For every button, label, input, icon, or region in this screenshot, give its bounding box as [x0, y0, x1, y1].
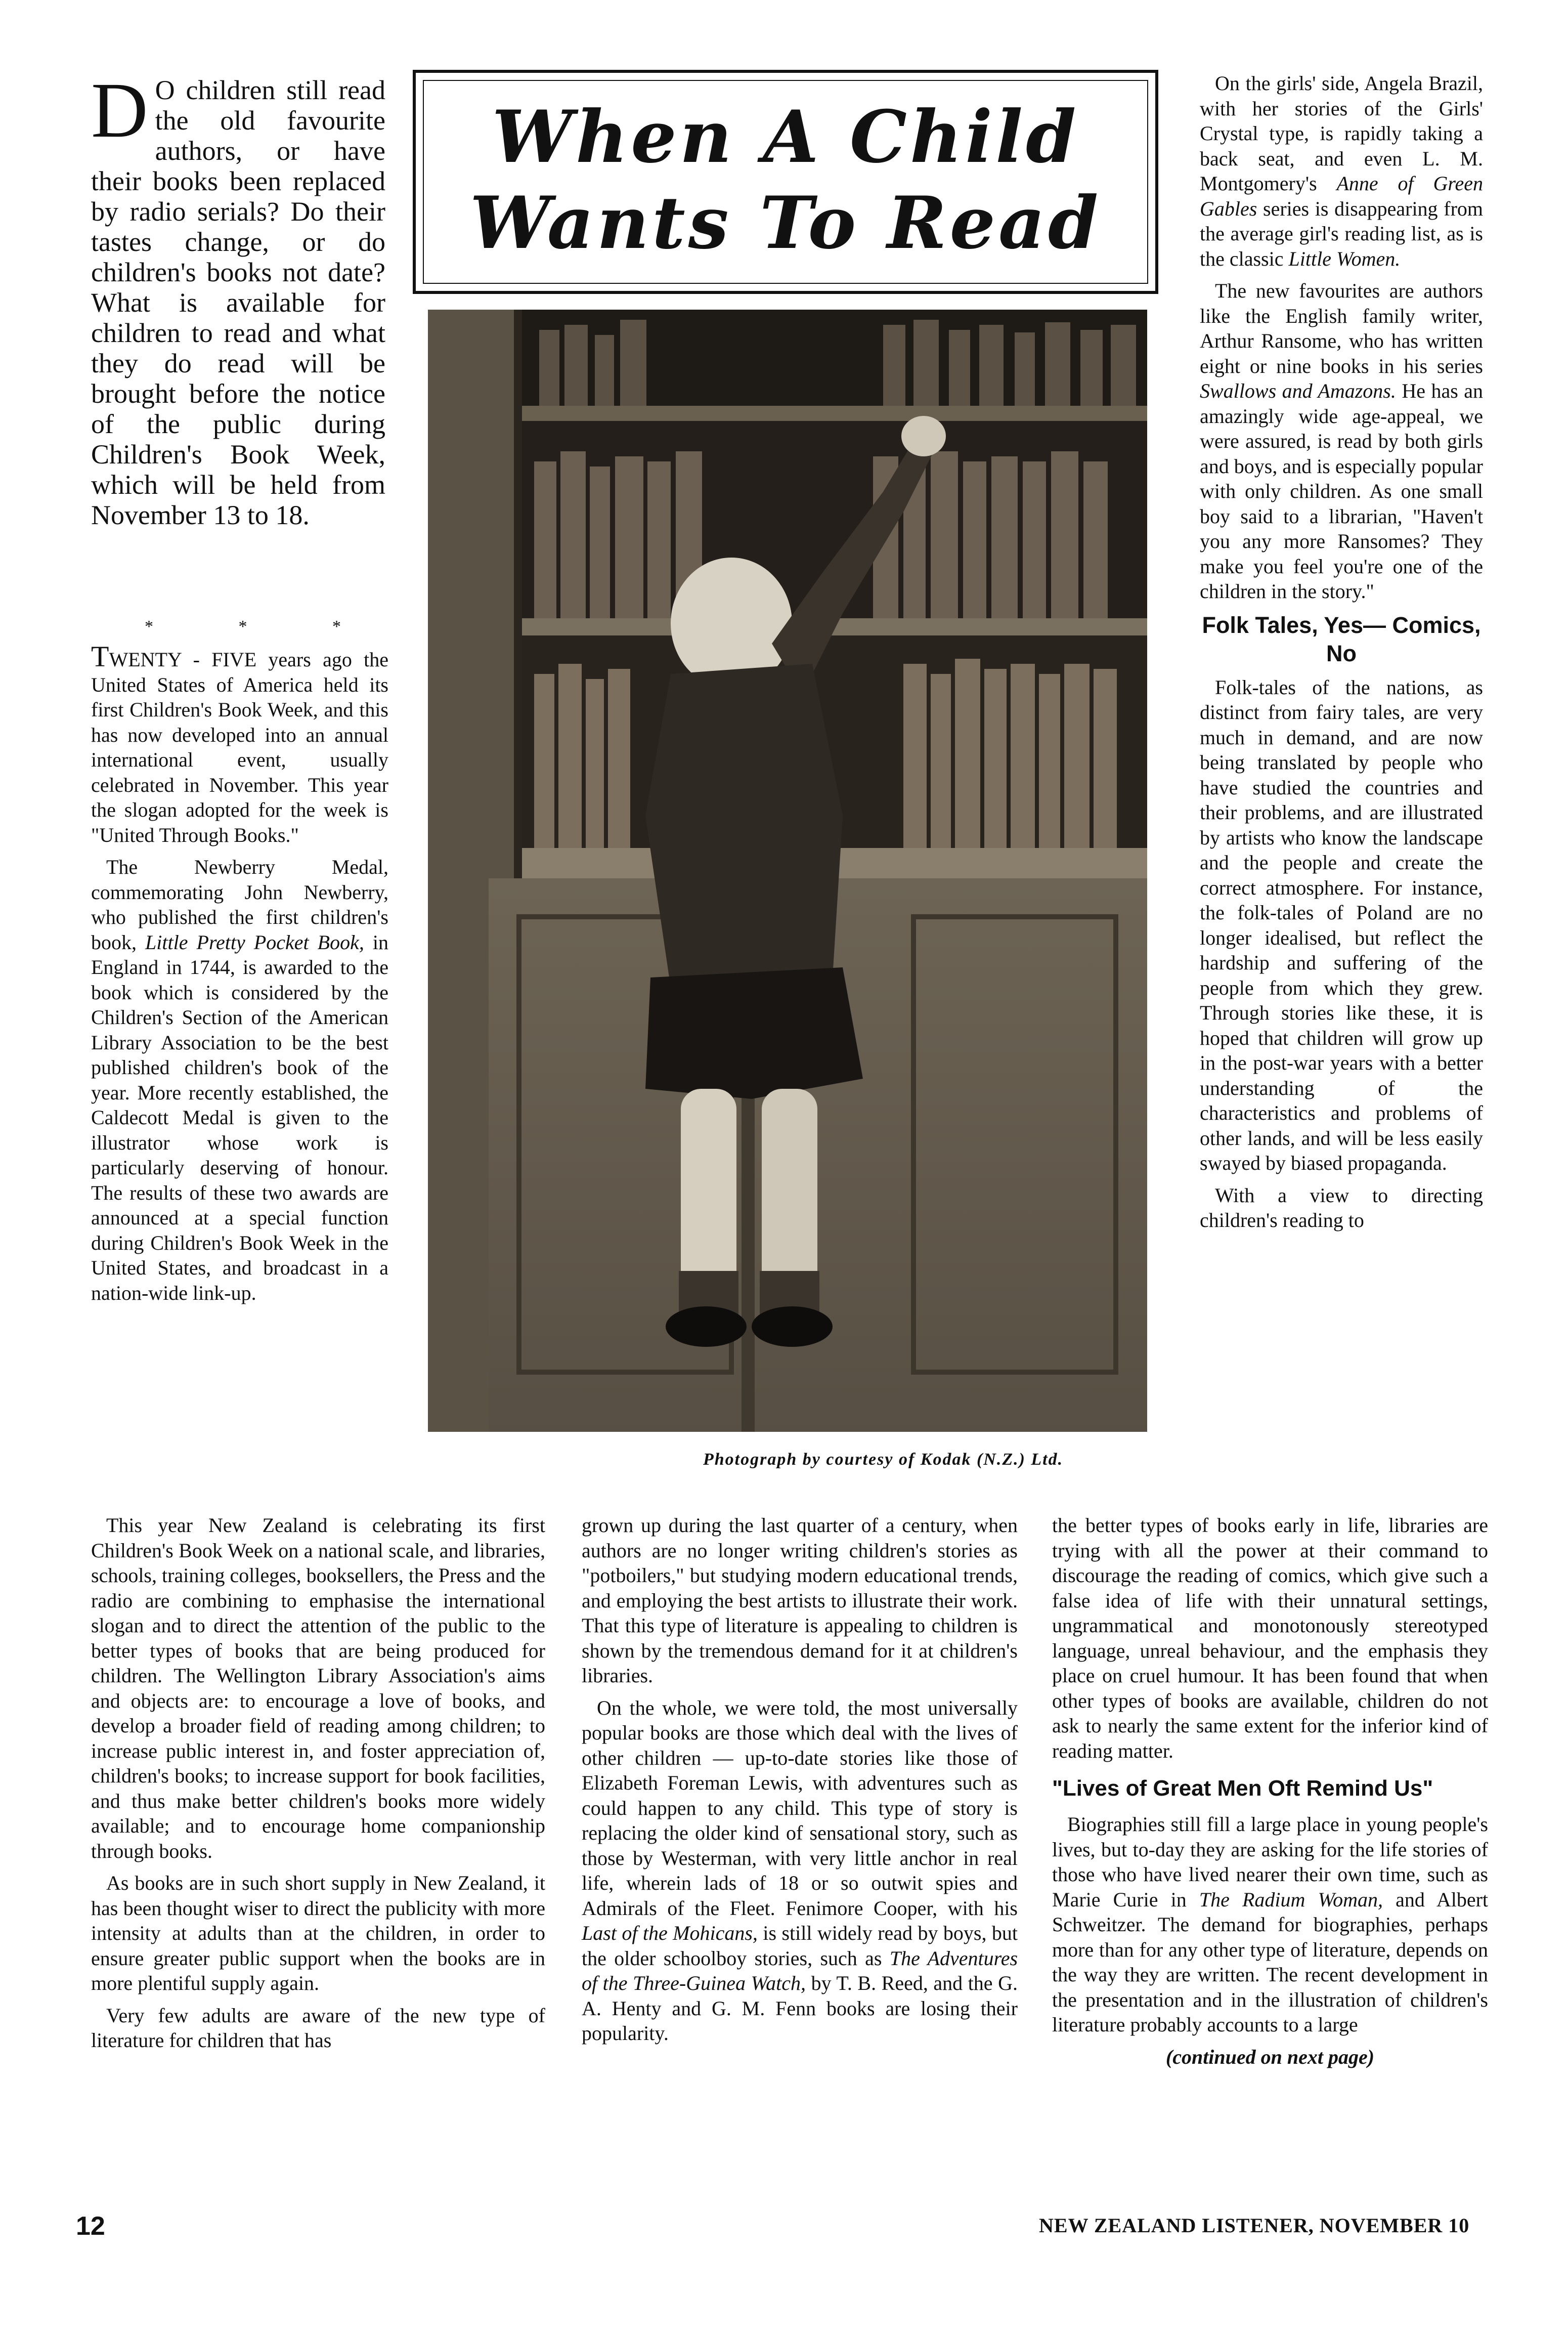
paragraph-new-favourites: The new favourites are authors like the English family writer, Arthur Ransome, who has written eight or nine books in his series Swallows and Amazons. He has an amazingly wide age-appeal, we were assured, is read by both girls and boys, and is especially popular with only children. As one small boy said to a librarian, "Haven't you any more Ransomes? They make you feel you're one of the children in the story." [1200, 279, 1483, 603]
paragraph-popular-books: On the whole, we were told, the most universally popular books are those which deal with the lives of other children — up-to-date stories like those of Elizabeth Foreman Lewis, with adventures such as could happen to any child. This type of story is replacing the older kind of sensational story, such as those by Westerman, with very little anchor in real life, wherein lads of 18 or so outwit spies and Admirals of the Fleet. Fenimore Cooper, with his Last of the Mohicans, is still widely read by boys, but the older schoolboy stories, such as The Adventures of the Three-Guinea Watch, by T. B. Reed, and the G. A. Henty and G. M. Fenn books are losing their popularity. [582, 1696, 1018, 2045]
column-bottom-left [91, 1513, 545, 2060]
paragraph-nz-book-week: This year New Zealand is celebrating its first Children's Book Week on a national scale, and libraries, schools, training colleges, booksellers, the Press and the radio are combining to emphasise the international slogan and to direct the attention of the public to the better types of books that are being produced for children. The Wellington Library Association's aims and objects are: to encourage a love of books, and develop a broader field of reading among children; to increase public interest in, and foster appreciation of, children's books; to increase support for book facilities, and thus make better children's books more widely available; and to encourage home companionship through books. [91, 1514, 545, 1862]
headline-box [413, 70, 1158, 294]
paragraph-biographies: Biographies still fill a large place in young people's lives, but to-day they are asking for the life stories of those who have lived nearer their own time, such as Marie Curie in The Radium Woman, and Albert Schweitzer. The demand for biographies, perhaps more than for any other type of literature, depends on the way they are written. The recent development in the presentation and in the illustration of children's literature probably accounts to a large [1052, 1813, 1489, 2036]
subheading-folk-tales: Folk Tales, Yes— Comics, No [1202, 612, 1481, 666]
paragraph-few-adults: Very few adults are aware of the new type of literature for children that has [91, 2004, 545, 2052]
publication-footer: NEW ZEALAND LISTENER, NOVEMBER 10 [1039, 2214, 1470, 2237]
continued-note: (continued on next page) [1165, 2045, 1375, 2068]
headline-line-2: Wants To Read [469, 181, 1102, 265]
column-bottom-middle [582, 1513, 1018, 2053]
column-bottom-right [1052, 1513, 1488, 2076]
paragraph-folk-tales: Folk-tales of the nations, as distinct from fairy tales, are very much in demand, and are now being translated by people who have studied the countries and their problems, and are illustrated by artists who know the landscape and the people and create the correct atmosphere. For instance, the folk-tales of Poland are no longer idealised, but reflect the hardship and suffering of the people from which they grew. Through stories like these, it is hoped that children will grow up in the post-war years with a better understanding of the characteristics and problems of other lands, and will be less easily swayed by biased propaganda. [1200, 675, 1483, 1174]
paragraph-new-literature: grown up during the last quarter of a century, when authors are no longer writing children's stories as "potboilers," but studying modern educational trends, and employing the best artists to illustrate their work. That this type of literature is appealing to children is shown by the tremendous demand for it at children's libraries. [582, 1514, 1018, 1687]
photograph-illustration [428, 310, 1147, 1432]
paragraph-girls-side: On the girls' side, Angela Brazil, with her stories of the Girls' Crystal type, is rapidly taking a back seat, and even L. M. Montgomery's Anne of Green Gables series is disappearing from the average girl's reading list, as is the classic Little Women. [1200, 72, 1483, 270]
paragraph-comics-cont: the better types of books early in life, libraries are trying with all the power at their command to discourage the reading of comics, which give such a false idea of life with their unnatural settings, ungrammatical and monotonously stereotyped language, unreal behaviour, and the emphasis they place on cruel humour. It has been found that when other types of books are available, children do not ask to nearly the same extent for the inferior kind of reading matter. [1052, 1514, 1488, 1762]
page-number: 12 [76, 2212, 105, 2241]
paragraph-book-week: TWENTY - FIVE years ago the United States of America held its first Children's Book Week, and this has now developed into an annual international event, usually celebrated in November. This year the slogan adopted for the week is "United Through Books." [91, 640, 388, 846]
drop-cap: D [91, 66, 148, 154]
photo-caption: Photograph by courtesy of Kodak (N.Z.) Ltd. [703, 1450, 1064, 1469]
column-right-upper [1200, 71, 1483, 1240]
paragraph-newberry-medal: The Newberry Medal, commemorating John Newberry, who published the first children's book, Little Pretty Pocket Book, in England in 1744, is awarded to the book which is considered by the Children's Section of the American Library Association to be the best published children's book of the year. More recently established, the Caldecott Medal is given to the illustrator whose work is particularly deserving of honour. The results of these two awards are announced at a special function during Children's Book Week in the United States, and broadcast in a nation-wide link-up. [91, 856, 389, 1304]
column-left-upper [91, 640, 389, 1312]
headline-line-1: When A Child [492, 95, 1079, 179]
intro-paragraph: D O children still read the old favourite authors, or have their books been replaced by radio serials? Do their tastes change, or do children's books not date? What is available for children to read and what they do read will be brought before the notice of the public during Children's Book Week, which will be held from November 13 to 18. [91, 66, 385, 530]
photograph-child-bookshelf [428, 310, 1147, 1432]
paragraph-comics-start: With a view to directing children's reading to [1200, 1183, 1483, 1231]
section-separator: * * * [145, 617, 381, 636]
paragraph-short-supply: As books are in such short supply in New Zealand, it has been thought wiser to direct the publicity with more intensity at adults than at the children, in order to ensure greater public support when the books are in more plentiful supply again. [91, 1872, 545, 1994]
subheading-great-men: "Lives of Great Men Oft Remind Us" [1052, 1776, 1433, 1801]
